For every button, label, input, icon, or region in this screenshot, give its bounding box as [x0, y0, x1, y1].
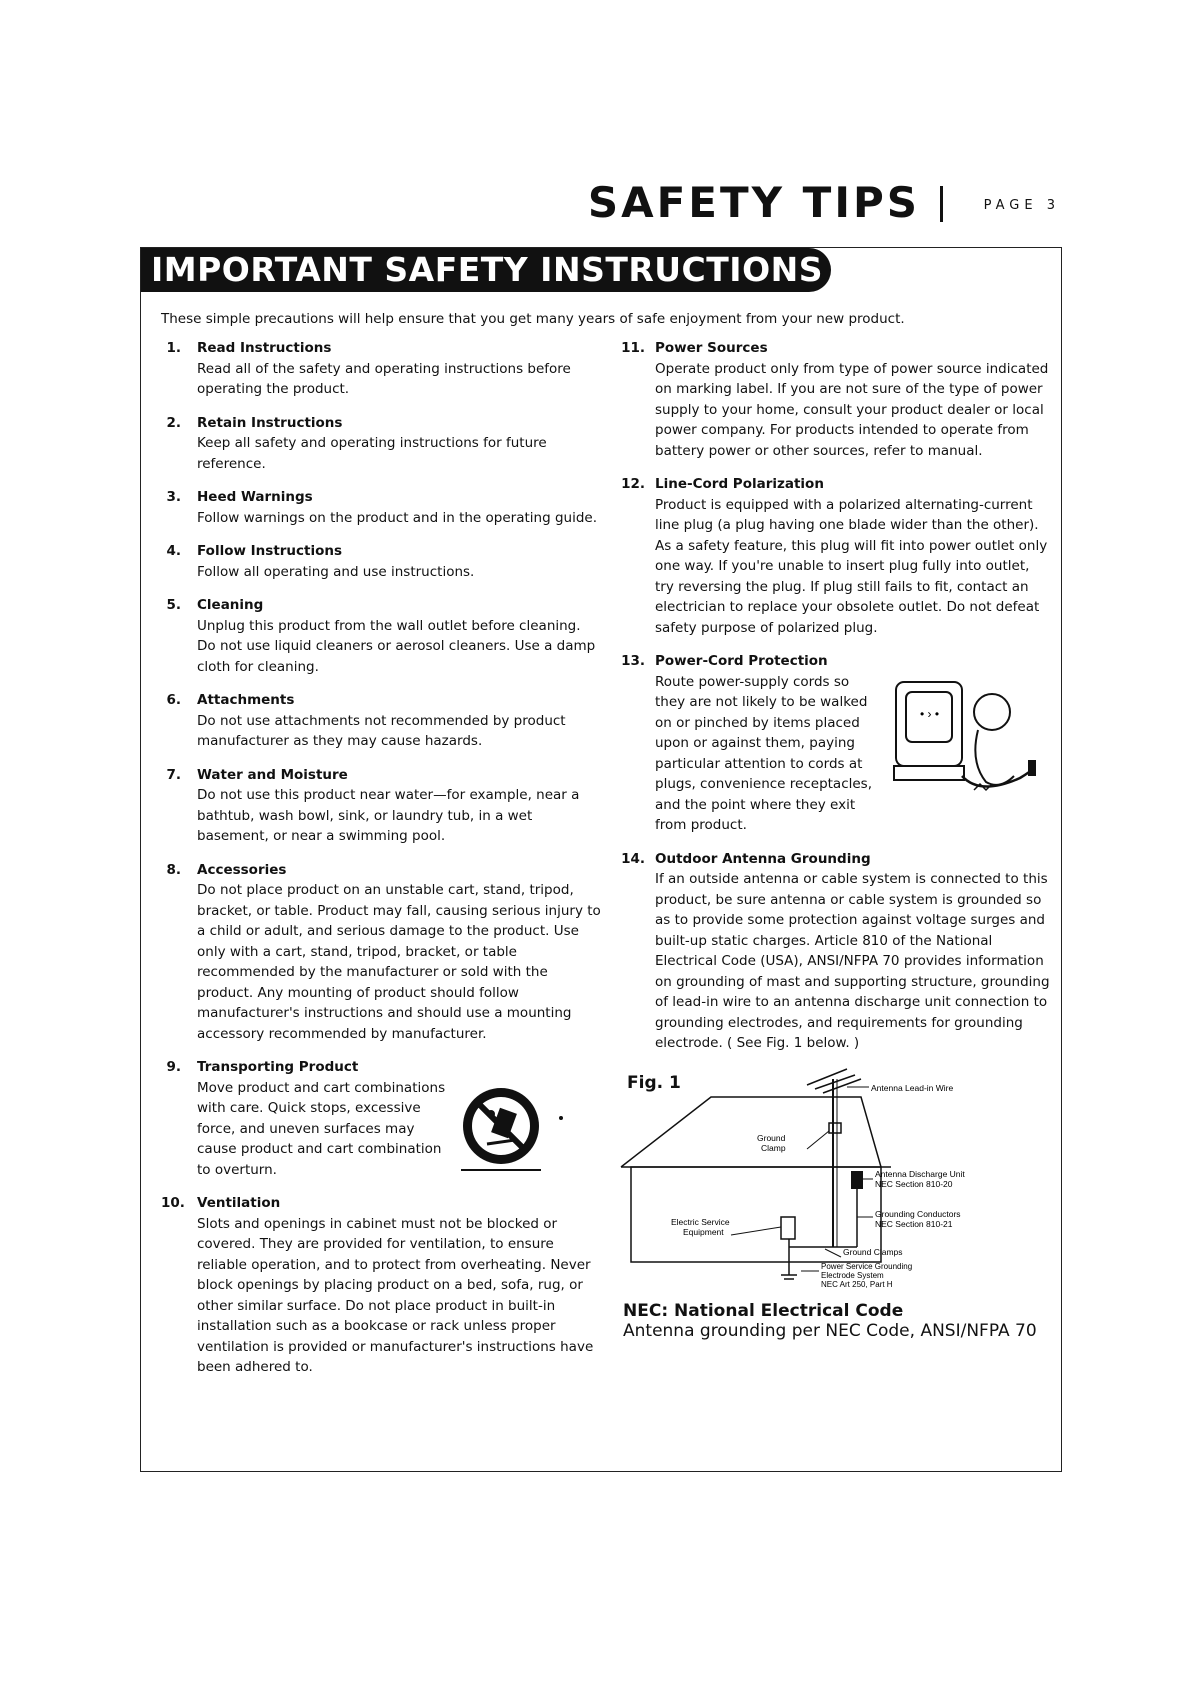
figure-label: Fig. 1: [627, 1072, 681, 1093]
list-item: 11. Power Sources Operate product only from type of power source indicated on marking label. If you are not sure of the type of power supply to your home, consult your product dealer or local power company. For products intended to operate from battery power or other sources, refer to manual.: [611, 338, 1051, 461]
list-item: 14. Outdoor Antenna Grounding If an outside antenna or cable system is connected to this product, be sure antenna or cable system is grounded so as to provide some protection against voltage surges and built-up static charges. Article 810 of the National Electrical Code (USA), ANSI/NFPA 70 provides information on grounding of mast and supporting structure, grounding of lead-in wire to an antenna discharge unit connection to grounding electrodes, and requirements for grounding electrode. ( See Fig. 1 below. ): [611, 849, 1051, 1054]
house-grounding-diagram: [611, 1067, 1031, 1297]
svg-text:Clamp: Clamp: [761, 1142, 786, 1153]
item-body: Read all of the safety and operating instructions before operating the product.: [197, 360, 571, 397]
antenna-grounding-figure: [611, 1067, 1051, 1297]
list-item: 4. Follow Instructions Follow all operating and use instructions.: [161, 541, 601, 582]
svg-text:Equipment: Equipment: [683, 1226, 724, 1237]
list-item: 9. Transporting Product Move product and cart combinations with care. Quick stops, excessive force, and uneven surfaces may cause product and cart combination to overturn.: [161, 1057, 601, 1180]
callout-electrode: Power Service Grounding: [821, 1261, 913, 1271]
item-title: Cleaning: [197, 597, 264, 613]
item-body: If an outside antenna or cable system is connected to this product, be sure antenna or cable system is grounded so as to provide some protection against voltage surges and built-up static charges. Article 810 of the National Electrical Code (USA), ANSI/NFPA 70 provides information on grounding of mast and supporting structure, grounding of lead-in wire to an antenna discharge unit connection to grounding electrodes, and requirements for grounding electrode. ( See Fig. 1 below. ): [655, 871, 1050, 1051]
header-divider: [940, 186, 943, 222]
list-item: 3. Heed Warnings Follow warnings on the product and in the operating guide.: [161, 487, 601, 528]
callout-ground-clamps: Ground Clamps: [843, 1246, 903, 1257]
callout-service-equipment: Electric Service: [671, 1216, 730, 1227]
list-item: 13. Power-Cord Protection Route power-supply cords so they are not likely to be walked on or pinched by items placed upon or against them, paying particular attention to cords at plugs, convenience receptacles, and the point where they exit from product. • › •: [611, 651, 1051, 836]
item-body: Operate product only from type of power source indicated on marking label. If you are not sure of the type of power supply to your home, consult your product dealer or local power company. For products intended to operate from battery power or other sources, refer to manual.: [655, 360, 1049, 459]
intro-text: These simple precautions will help ensure that you get many years of safe enjoyment from your new product.: [161, 311, 905, 327]
list-item: 12. Line-Cord Polarization Product is equipped with a polarized alternating-current line plug (a plug having one blade wider than the other). As a safety feature, this plug will fit into power outlet only one way. If you're unable to insert plug fully into outlet, try reversing the plug. If plug still fails to fit, contact an electrician to replace your obsolete outlet. Do not defeat safety purpose of polarized plug.: [611, 474, 1051, 638]
list-item: 5. Cleaning Unplug this product from the wall outlet before cleaning. Do not use liquid cleaners or aerosol cleaners. Use a damp cloth for cleaning.: [161, 595, 601, 677]
item-body: Product is equipped with a polarized alternating-current line plug (a plug having one blade wider than the other). As a safety feature, this plug will fit into power outlet only one way. If you're unable to insert plug fully into outlet, try reversing the plug. If plug still fails to fit, contact an electrician to replace your obsolete outlet. Do not defeat safety purpose of polarized plug.: [655, 496, 1048, 636]
item-title: Accessories: [197, 861, 287, 878]
item-title: Line-Cord Polarization: [655, 476, 824, 492]
item-title: Power-Cord Protection: [655, 653, 828, 669]
svg-text:NEC Art 250, Part H: NEC Art 250, Part H: [821, 1279, 893, 1289]
item-title: Attachments: [197, 692, 295, 708]
item-title: Water and Moisture: [197, 766, 348, 783]
section-title: SAFETY TIPS: [587, 178, 920, 227]
list-item: 8. Accessories Do not place product on an unstable cart, stand, tripod, bracket, or table. Product may fall, causing serious injury to a child or adult, and serious damage to the product. Use only with a cart, stand, tripod, bracket, or table recommended by the manufacturer or sold with the product. Any mounting of product should follow manufacturer's instructions and should use a mounting accessory recommended by manufacturer.: [161, 860, 601, 1045]
item-body: Do not use this product near water—for example, near a bathtub, wash bowl, sink, or laundry tub, in a wet basement, or near a swimming pool.: [197, 787, 580, 844]
svg-text:NEC Section 810-20: NEC Section 810-20: [875, 1178, 953, 1189]
svg-text:NEC Section 810-21: NEC Section 810-21: [875, 1218, 953, 1229]
page-header: [0, 178, 1060, 228]
list-item: 6. Attachments Do not use attachments not recommended by product manufacturer as they may cause hazards.: [161, 690, 601, 752]
banner-title: IMPORTANT SAFETY INSTRUCTIONS: [141, 248, 831, 292]
item-title: Power Sources: [655, 340, 768, 356]
item-body: Do not use attachments not recommended by product manufacturer as they may cause hazards.: [197, 712, 566, 749]
item-title: Ventilation: [197, 1195, 281, 1211]
callout-discharge-unit: Antenna Discharge Unit: [875, 1168, 965, 1179]
nec-title: NEC: National Electrical Code: [623, 1300, 904, 1321]
nec-subtitle: Antenna grounding per NEC Code, ANSI/NFPA 70: [623, 1321, 1037, 1341]
item-title: Follow Instructions: [197, 543, 343, 559]
item-body: Follow all operating and use instructions.: [197, 563, 475, 580]
item-title: Heed Warnings: [197, 489, 313, 505]
item-body: Route power-supply cords so they are not likely to be walked on or pinched by items placed upon or against them, paying particular attention to cords at plugs, convenience receptacles, and the point where they exit from product.: [655, 673, 873, 833]
item-title: Read Instructions: [197, 340, 332, 356]
callout-grounding-conductors: Grounding Conductors: [875, 1208, 961, 1219]
item-body: Keep all safety and operating instructions for future reference.: [197, 435, 547, 472]
item-title: Transporting Product: [197, 1059, 359, 1075]
item-title: Retain Instructions: [197, 414, 343, 431]
cart-tipover-warning-icon: [457, 1078, 567, 1174]
list-item: 7. Water and Moisture Do not use this product near water—for example, near a bathtub, wash bowl, sink, or laundry tub, in a wet basement, or near a swimming pool.: [161, 765, 601, 847]
item-body: Move product and cart combinations with care. Quick stops, excessive force, and uneven surfaces may cause product and cart combination to overturn.: [197, 1079, 446, 1178]
item-body: Slots and openings in cabinet must not be blocked or covered. They are provided for ventilation, to ensure reliable operation, and to protect from overheating. Never block openings by placing product on a bed, sofa, rug, or other similar surface. Do not place product in built-in installation such as a bookcase or rack unless proper ventilation is provided or manufacturer's instructions have been adhered to.: [197, 1215, 594, 1375]
list-item: 10. Ventilation Slots and openings in cabinet must not be blocked or covered. They are provided for ventilation, to ensure reliable operation, and to protect from overheating. Never block openings by placing product on a bed, sofa, rug, or other similar surface. Do not place product in built-in installation such as a bookcase or rack unless proper ventilation is provided or manufacturer's instructions have been adhered to.: [161, 1193, 601, 1378]
list-item: 1. Read Instructions Read all of the safety and operating instructions before operating the product.: [161, 338, 601, 400]
svg-text:• › •: • › •: [920, 706, 940, 721]
item-title: Outdoor Antenna Grounding: [655, 850, 871, 867]
instructions-frame: [140, 247, 1062, 1472]
item-body: Unplug this product from the wall outlet before cleaning. Do not use liquid cleaners or aerosol cleaners. Use a damp cloth for cleaning.: [197, 617, 596, 675]
item-body: Do not place product on an unstable cart, stand, tripod, bracket, or table. Product may fall, causing serious injury to a child or adult, and serious damage to the product. Use only with a cart, stand, tripod, bracket, or table recommended by the manufacturer or sold with the product. Any mounting of product should follow manufacturer's instructions and should use a mounting accessory recommended by manufacturer.: [197, 882, 601, 1042]
item-body: Follow warnings on the product and in the operating guide.: [197, 509, 597, 526]
power-cord-illustration-icon: [890, 672, 1040, 802]
svg-text:Electrode System: Electrode System: [821, 1270, 884, 1280]
callout-ground-clamp: Ground: [757, 1132, 786, 1143]
list-item: 2. Retain Instructions Keep all safety and operating instructions for future reference.: [161, 413, 601, 475]
right-column: [611, 338, 1051, 1341]
callout-antenna-lead: Antenna Lead-in Wire: [871, 1082, 954, 1093]
left-column: [161, 338, 601, 1391]
page-number: PAGE 3: [983, 198, 1060, 213]
